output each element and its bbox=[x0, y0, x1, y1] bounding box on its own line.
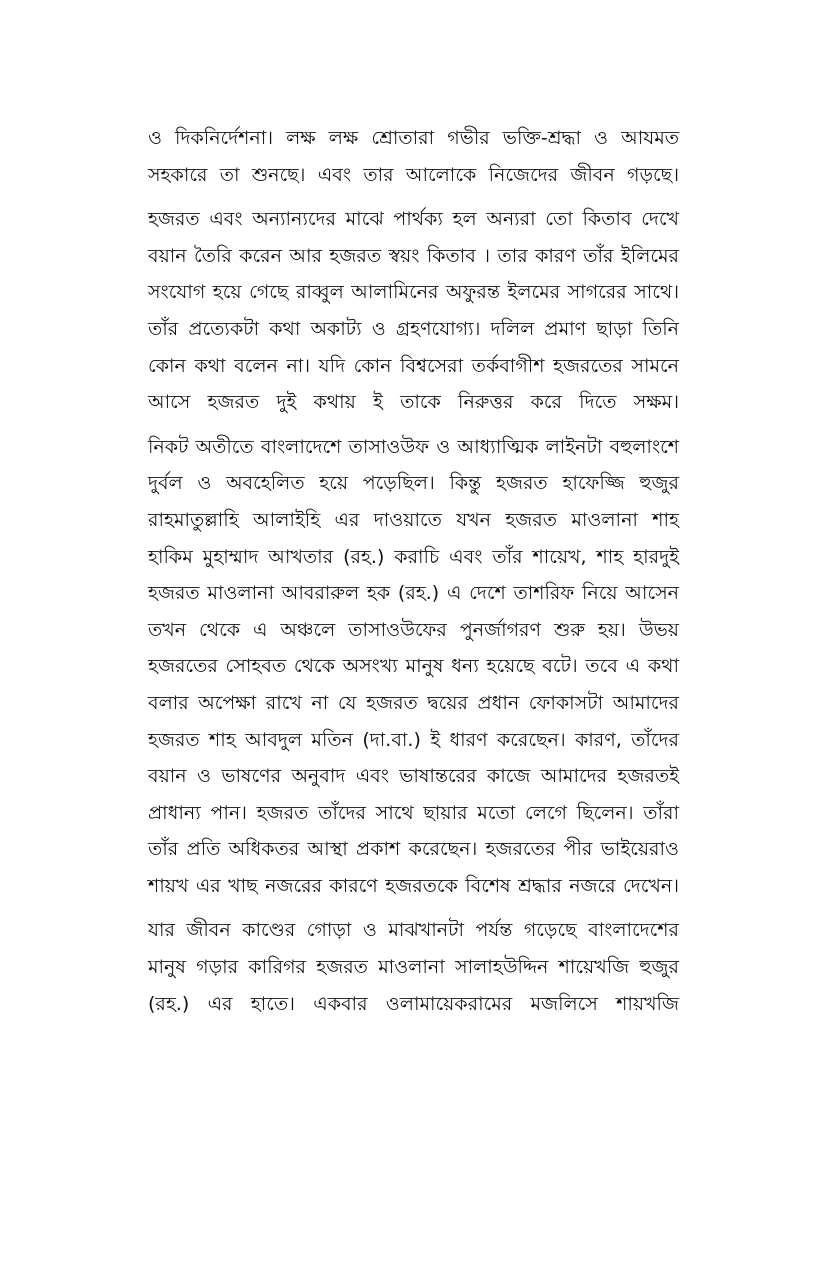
paragraph-1: ও দিকনির্দেশনা। লক্ষ লক্ষ শ্রোতারা গভীর ভক্তি-শ্রদ্ধা ও আযমত সহকারে তা শুনছে। এবং তার আলোকে নিজেদের জীবন গড়ছে। bbox=[148, 127, 679, 186]
paragraph-4: যার জীবন কাণ্ডের গোড়া ও মাঝখানটা পর্যন্ত গড়েছে বাংলাদেশের মানুষ গড়ার কারিগর হজরত মাওলানা সালাহউদ্দিন শায়েখজি হুজুর (রহ.) এর হাতে। একবার ওলামায়েকরামের মজলিসে শায়খজি bbox=[148, 919, 679, 1015]
body-text bbox=[148, 120, 679, 1022]
paragraph-2: হজরত এবং অন্যান্যদের মাঝে পার্থক্য হল অন্যরা তো কিতাব দেখে বয়ান তৈরি করেন আর হজরত স্বয়ং কিতাব । তার কারণ তাঁর ইলিমের সংযোগ হয়ে গেছে রাব্বুল আলামিনের অফুরন্ত ইলমের সাগরের সাথে। তাঁর প্রত্যেকটা কথা অকাট্য ও গ্রহণযোগ্য। দলিল প্রমাণ ছাড়া তিনি কোন কথা বলেন না। যদি কোন বিশ্বসেরা তর্কবাগীশ হজরতের সামনে আসে হজরত দুই কথায় ই তাকে নিরুত্তর করে দিতে সক্ষম। bbox=[148, 208, 679, 414]
paragraph-3: নিকট অতীতে বাংলাদেশে তাসাওউফ ও আধ্যাত্মিক লাইনটা বহুলাংশে দুর্বল ও অবহেলিত হয়ে পড়েছিল। কিন্তু হজরত হাফেজ্জি হুজুর রাহমাতুল্লাহি আলাইহি এর দাওয়াতে যখন হজরত মাওলানা শাহ হাকিম মুহাম্মাদ আখতার (রহ.) করাচি এবং তাঁর শায়েখ, শাহ হারদুই হজরত মাওলানা আবরারুল হক (রহ.) এ দেশে তাশরিফ নিয়ে আসেন তখন থেকে এ অঞ্চলে তাসাওউফের পুনর্জাগরণ শুরু হয়। উভয় হজরতের সোহবত থেকে অসংখ্য মানুষ ধন্য হয়েছে বটে। তবে এ কথা বলার অপেক্ষা রাখে না যে হজরত দ্বয়ের প্রধান ফোকাসটা আমাদের হজরত শাহ আবদুল মতিন (দা.বা.) ই ধারণ করেছেন। কারণ, তাঁদের বয়ান ও ভাষণের অনুবাদ এবং ভাষান্তরের কাজে আমাদের হজরতই প্রাধান্য পান। হজরত তাঁদের সাথে ছায়ার মতো লেগে ছিলেন। তাঁরা তাঁর প্রতি অধিকতর আস্থা প্রকাশ করেছেন। হজরতের পীর ভাইয়েরাও শায়খ এর খাছ নজরের কারণে হজরতকে বিশেষ শ্রদ্ধার নজরে দেখেন। bbox=[148, 435, 679, 897]
